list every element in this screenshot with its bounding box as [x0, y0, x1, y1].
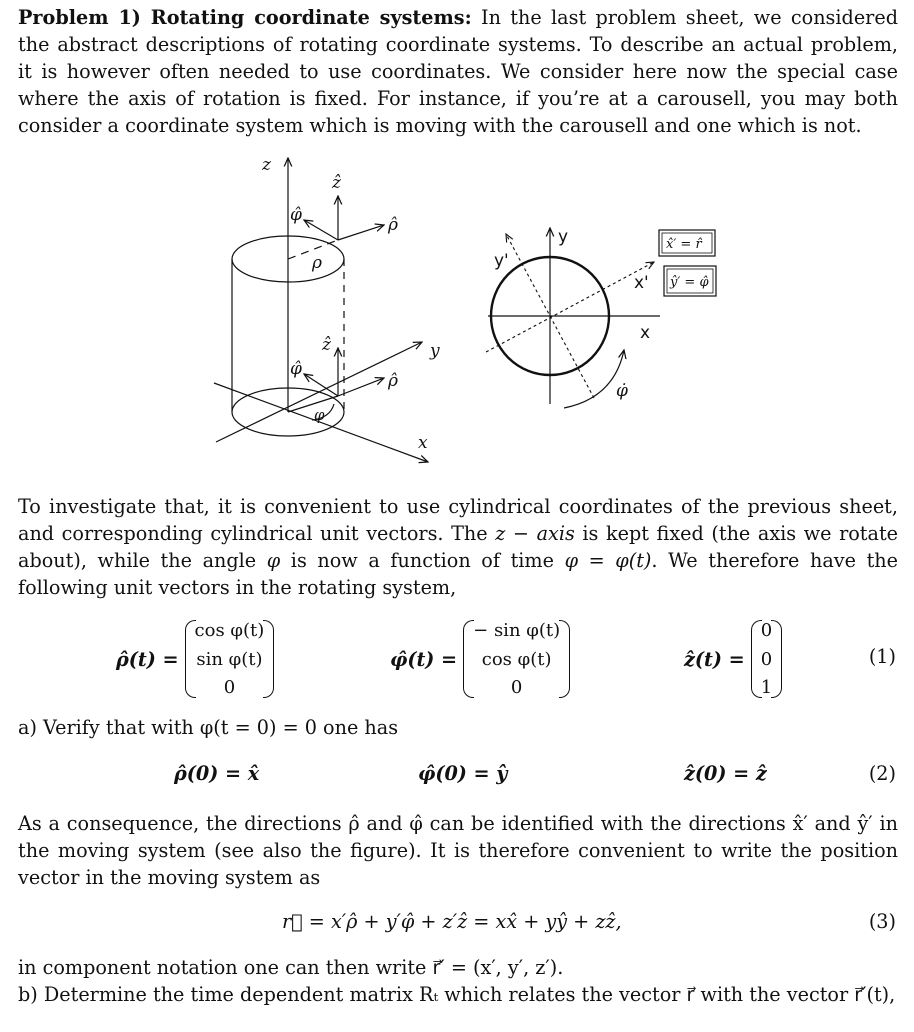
- label-rho-radius: ρ: [312, 253, 322, 273]
- phi-of-t: φ = φ(t): [564, 549, 652, 572]
- z-axis-term: z − axis: [495, 522, 575, 545]
- rho-hat-column: [185, 620, 275, 698]
- label-phi-angle: φ: [314, 406, 325, 424]
- z-entry-3: 1: [760, 677, 773, 698]
- rho-hat-bottom-arrow: [338, 378, 384, 396]
- legend: [659, 230, 716, 296]
- legend-entry-1: x̂′ = r̂: [666, 237, 702, 252]
- label-y-axis: y: [430, 341, 440, 361]
- equation-3-number: (3): [868, 910, 896, 933]
- label-z-hat-top: ẑ: [332, 173, 341, 193]
- label-phi-dot: φ̇: [616, 381, 628, 401]
- label-z-axis: z: [262, 155, 271, 175]
- equation-2-number: (2): [868, 762, 896, 785]
- z-hat-vector: [684, 614, 782, 704]
- circle-diagram: [486, 228, 660, 408]
- phi-hat-lhs: φ̂(t) =: [390, 647, 458, 671]
- equation-1-number: (1): [868, 645, 896, 668]
- rho-hat-top-arrow: [338, 225, 384, 240]
- rho-entry-1: cos φ(t): [194, 620, 265, 641]
- rho-hat-vector: [116, 614, 274, 704]
- label-circle-x-prime: x': [634, 273, 649, 293]
- intro-paragraph: [18, 4, 898, 139]
- part-b-text: b) Determine the time dependent matrix Rₜ which relates the vector r⃗ with the vector r⃗′(t),: [18, 983, 896, 1006]
- y-axis-line: [216, 342, 422, 442]
- rotating-coordinates-figure: [0, 150, 914, 470]
- rho-entry-3: 0: [223, 677, 236, 698]
- paragraph-identification: As a consequence, the directions ρ̂ and φ̂ can be identified with the directions x̂′ and ŷ′ in the moving system (see also the figure). It is therefore convenient to write the position vector in the moving system as: [18, 812, 898, 889]
- label-rho-hat-top: ρ̂: [388, 215, 398, 235]
- label-phi-hat-top: φ̂: [290, 205, 302, 225]
- para2-text-b: is kept fixed (the axis we rotate about), while the angle: [18, 522, 899, 572]
- rho-hat-lhs: ρ̂(t) =: [116, 647, 179, 671]
- problem-heading: Problem 1) Rotating coordinate systems:: [18, 6, 472, 29]
- phi-hat-vector: [390, 614, 570, 704]
- eq2-phi: φ̂(0) = ŷ: [418, 762, 508, 785]
- phi-hat-column: [463, 620, 570, 698]
- label-z-hat-mid: ẑ: [322, 335, 331, 355]
- equation-3-expr: r⃗ = x′ρ̂ + y′φ̂ + z′ẑ = xx̂ + yŷ + zẑ,: [282, 910, 622, 933]
- rotated-x-axis: [486, 262, 654, 352]
- label-circle-y-prime: y': [494, 251, 509, 271]
- phi-symbol: φ: [266, 549, 281, 572]
- component-notation-line: in component notation one can then write r⃗′ = (x′, y′, z′).: [18, 956, 564, 979]
- label-circle-x: x: [640, 323, 651, 343]
- equation-1: [0, 614, 914, 704]
- rho-entry-2: sin φ(t): [196, 648, 263, 670]
- z-entry-1: 0: [760, 620, 773, 641]
- label-x-axis: x: [418, 433, 428, 453]
- phi-entry-2: cos φ(t): [481, 648, 552, 670]
- legend-entry-2: ŷ′ = φ̂: [670, 275, 709, 290]
- para2-text-a: To investigate that, it is convenient to use cylindrical coordinates of the previous sheet, and corresponding cylindrical unit vectors. The: [18, 495, 898, 545]
- label-circle-y: y: [558, 227, 569, 247]
- para2-text-d: . We therefore have the following unit vectors in the rotating system,: [18, 549, 899, 599]
- phi-hat-top-arrow: [304, 220, 338, 240]
- label-phi-hat-bottom: φ̂: [290, 359, 302, 379]
- intro-text: In the last problem sheet, we considered the abstract descriptions of rotating coordinate systems. To describe an actual problem, it is however often needed to use coordinates. We consider here now the special case where the axis of rotation is fixed. For instance, if you’re at a carousell, you may both consider a coordinate system which is moving with the carousell and one which is not.: [18, 6, 898, 137]
- para2-text-c: is now a function of time: [280, 549, 565, 572]
- phi-entry-1: − sin φ(t): [473, 620, 561, 641]
- z-entry-2: 0: [760, 648, 773, 670]
- eq2-z: ẑ(0) = ẑ: [684, 762, 767, 785]
- phi-entry-3: 0: [510, 677, 523, 698]
- label-rho-hat-bottom: ρ̂: [388, 371, 398, 391]
- z-hat-column: [751, 620, 782, 698]
- paragraph-cylindrical: [18, 493, 898, 601]
- eq2-rho: ρ̂(0) = x̂: [174, 762, 260, 785]
- z-hat-lhs: ẑ(t) =: [684, 647, 745, 671]
- part-a-text: a) Verify that with φ(t = 0) = 0 one has: [18, 716, 399, 739]
